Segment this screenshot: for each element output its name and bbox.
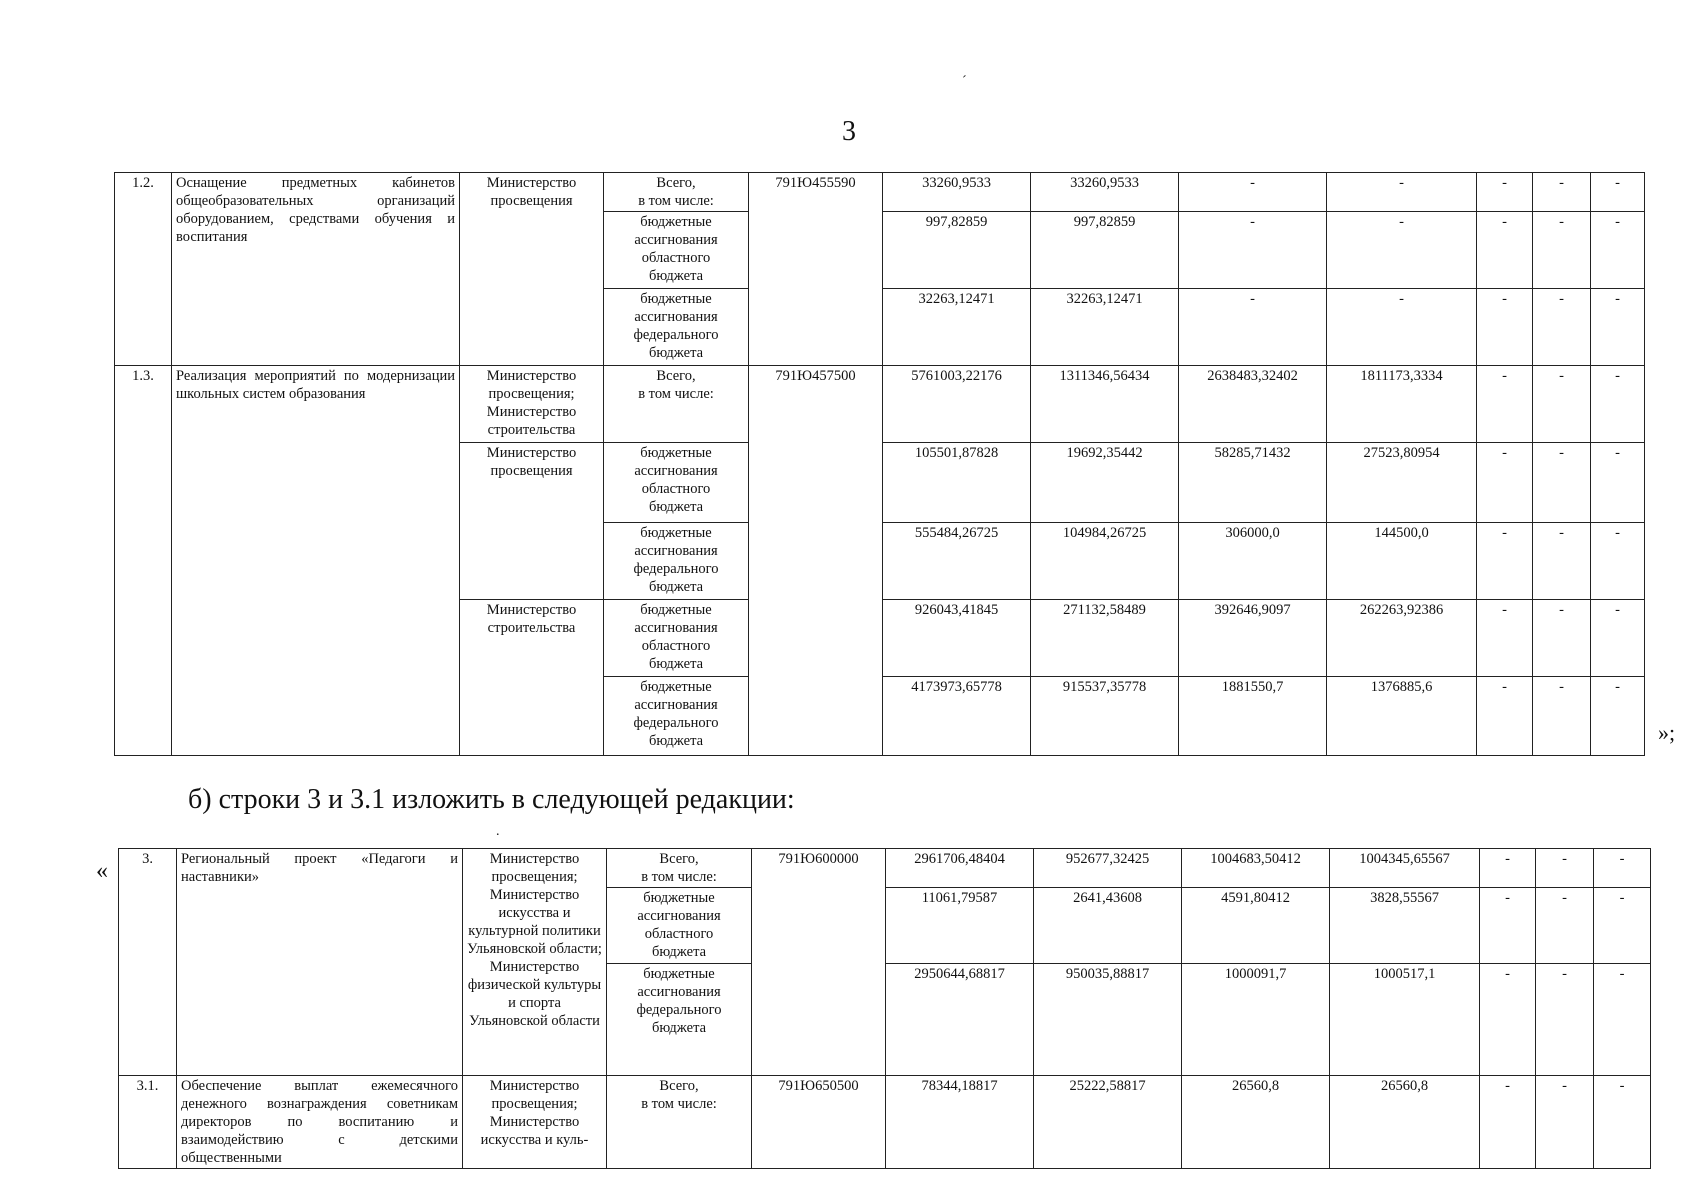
dash-cell: - [1591, 289, 1645, 366]
amount-cell: 1311346,56434 [1031, 366, 1179, 443]
amount-cell: 555484,26725 [883, 523, 1031, 600]
dash-cell: - [1536, 888, 1594, 964]
funding-source-regional: бюджетные ассигнования областного бюджета [604, 212, 749, 289]
dash-cell: - [1591, 600, 1645, 677]
dash-cell: - [1477, 677, 1533, 756]
dash-cell: - [1536, 1076, 1594, 1169]
amount-cell: 33260,9533 [883, 173, 1031, 212]
activity-name: Оснащение предметных кабинетов общеобразовательных организаций оборудованием, средствами обучения и воспитания [172, 173, 460, 366]
dash-cell: - [1594, 1076, 1651, 1169]
funding-source-federal: бюджетные ассигнования федерального бюджета [604, 677, 749, 756]
dash-cell: - [1533, 677, 1591, 756]
row-number: 1.2. [115, 173, 172, 366]
page-number: 3 [842, 116, 856, 147]
amount-cell: - [1179, 289, 1327, 366]
scan-mark: . [496, 824, 500, 839]
amount-cell: 926043,41845 [883, 600, 1031, 677]
closing-quote: »; [1658, 720, 1676, 745]
amount-cell: 2961706,48404 [886, 849, 1034, 888]
dash-cell: - [1591, 366, 1645, 443]
amount-cell: 997,82859 [1031, 212, 1179, 289]
dash-cell: - [1533, 289, 1591, 366]
budget-table-2 [118, 848, 1651, 1169]
dash-cell: - [1594, 849, 1651, 888]
amendment-text: б) строки 3 и 3.1 изложить в следующей редакции: [188, 784, 795, 815]
funding-source-total: Всего, в том числе: [604, 173, 749, 212]
activity-name: Реализация мероприятий по модернизации школьных систем образования [172, 366, 460, 756]
budget-table-1 [114, 172, 1645, 756]
amount-cell: 104984,26725 [1031, 523, 1179, 600]
funding-source-total: Всего, в том числе: [607, 849, 752, 888]
opening-quote: « [96, 858, 108, 884]
dash-cell: - [1533, 366, 1591, 443]
budget-code: 791Ю600000 [752, 849, 886, 1076]
amount-cell: 2638483,32402 [1179, 366, 1327, 443]
dash-cell: - [1480, 888, 1536, 964]
amount-cell: 26560,8 [1182, 1076, 1330, 1169]
amount-cell: 1000091,7 [1182, 964, 1330, 1076]
funding-source-total: Всего, в том числе: [604, 366, 749, 443]
amount-cell: 950035,88817 [1034, 964, 1182, 1076]
amount-cell: 78344,18817 [886, 1076, 1034, 1169]
amount-cell: - [1327, 212, 1477, 289]
funding-source-federal: бюджетные ассигнования федерального бюджета [607, 964, 752, 1076]
amount-cell: 1811173,3334 [1327, 366, 1477, 443]
amount-cell: 1000517,1 [1330, 964, 1480, 1076]
amount-cell: - [1179, 212, 1327, 289]
amount-cell: 144500,0 [1327, 523, 1477, 600]
dash-cell: - [1591, 173, 1645, 212]
amount-cell: 3828,55567 [1330, 888, 1480, 964]
budget-code: 791Ю650500 [752, 1076, 886, 1169]
executor: Министерство просвещения [460, 443, 604, 600]
dash-cell: - [1477, 212, 1533, 289]
amount-cell: 32263,12471 [883, 289, 1031, 366]
row-number: 1.3. [115, 366, 172, 756]
dash-cell: - [1536, 849, 1594, 888]
amount-cell: 306000,0 [1179, 523, 1327, 600]
dash-cell: - [1594, 964, 1651, 1076]
executor: Министерство просвещения [460, 173, 604, 366]
amount-cell: 997,82859 [883, 212, 1031, 289]
amount-cell: 262263,92386 [1327, 600, 1477, 677]
dash-cell: - [1533, 600, 1591, 677]
amount-cell: 1004683,50412 [1182, 849, 1330, 888]
dash-cell: - [1591, 212, 1645, 289]
amount-cell: 2950644,68817 [886, 964, 1034, 1076]
dash-cell: - [1477, 173, 1533, 212]
executor: Министерство просвещения; Министерство строительства [460, 366, 604, 443]
amount-cell: 32263,12471 [1031, 289, 1179, 366]
amount-cell: - [1179, 173, 1327, 212]
amount-cell: 271132,58489 [1031, 600, 1179, 677]
amount-cell: 58285,71432 [1179, 443, 1327, 523]
funding-source-regional: бюджетные ассигнования областного бюджета [607, 888, 752, 964]
dash-cell: - [1536, 964, 1594, 1076]
executor: Министерство просвещения; Министерство искусства и культурной политики Ульяновской области; Министерство физической культуры и спорта Ульяновской области [463, 849, 607, 1076]
dash-cell: - [1477, 366, 1533, 443]
amount-cell: 4591,80412 [1182, 888, 1330, 964]
funding-source-total: Всего, в том числе: [607, 1076, 752, 1169]
dash-cell: - [1477, 523, 1533, 600]
dash-cell: - [1480, 1076, 1536, 1169]
dash-cell: - [1477, 289, 1533, 366]
dash-cell: - [1533, 523, 1591, 600]
amount-cell: 19692,35442 [1031, 443, 1179, 523]
amount-cell: - [1327, 173, 1477, 212]
row-number: 3. [119, 849, 177, 1076]
amount-cell: 2641,43608 [1034, 888, 1182, 964]
amount-cell: 11061,79587 [886, 888, 1034, 964]
amount-cell: 105501,87828 [883, 443, 1031, 523]
dash-cell: - [1594, 888, 1651, 964]
amount-cell: 1881550,7 [1179, 677, 1327, 756]
amount-cell: 25222,58817 [1034, 1076, 1182, 1169]
amount-cell: 915537,35778 [1031, 677, 1179, 756]
funding-source-federal: бюджетные ассигнования федерального бюджета [604, 523, 749, 600]
dash-cell: - [1533, 173, 1591, 212]
activity-name: Обеспечение выплат ежемесячного денежного вознаграждения советникам директоров по воспитанию и взаимодействию с детскими общественными [177, 1076, 463, 1169]
dash-cell: - [1591, 443, 1645, 523]
amount-cell: 392646,9097 [1179, 600, 1327, 677]
executor: Министерство строительства [460, 600, 604, 756]
activity-name: Региональный проект «Педагоги и наставники» [177, 849, 463, 1076]
dash-cell: - [1480, 849, 1536, 888]
funding-source-federal: бюджетные ассигнования федерального бюджета [604, 289, 749, 366]
amount-cell: 4173973,65778 [883, 677, 1031, 756]
amount-cell: 26560,8 [1330, 1076, 1480, 1169]
dash-cell: - [1591, 523, 1645, 600]
funding-source-regional: бюджетные ассигнования областного бюджета [604, 443, 749, 523]
dash-cell: - [1533, 443, 1591, 523]
amount-cell: 952677,32425 [1034, 849, 1182, 888]
amount-cell: 27523,80954 [1327, 443, 1477, 523]
budget-code: 791Ю457500 [749, 366, 883, 756]
dash-cell: - [1533, 212, 1591, 289]
scan-mark: ´ [962, 74, 967, 89]
amount-cell: 1376885,6 [1327, 677, 1477, 756]
dash-cell: - [1480, 964, 1536, 1076]
funding-source-regional: бюджетные ассигнования областного бюджета [604, 600, 749, 677]
amount-cell: - [1327, 289, 1477, 366]
amount-cell: 1004345,65567 [1330, 849, 1480, 888]
amount-cell: 5761003,22176 [883, 366, 1031, 443]
amount-cell: 33260,9533 [1031, 173, 1179, 212]
dash-cell: - [1477, 443, 1533, 523]
row-number: 3.1. [119, 1076, 177, 1169]
dash-cell: - [1591, 677, 1645, 756]
budget-code: 791Ю455590 [749, 173, 883, 366]
executor: Министерство просвещения; Министерство искусства и куль- [463, 1076, 607, 1169]
dash-cell: - [1477, 600, 1533, 677]
